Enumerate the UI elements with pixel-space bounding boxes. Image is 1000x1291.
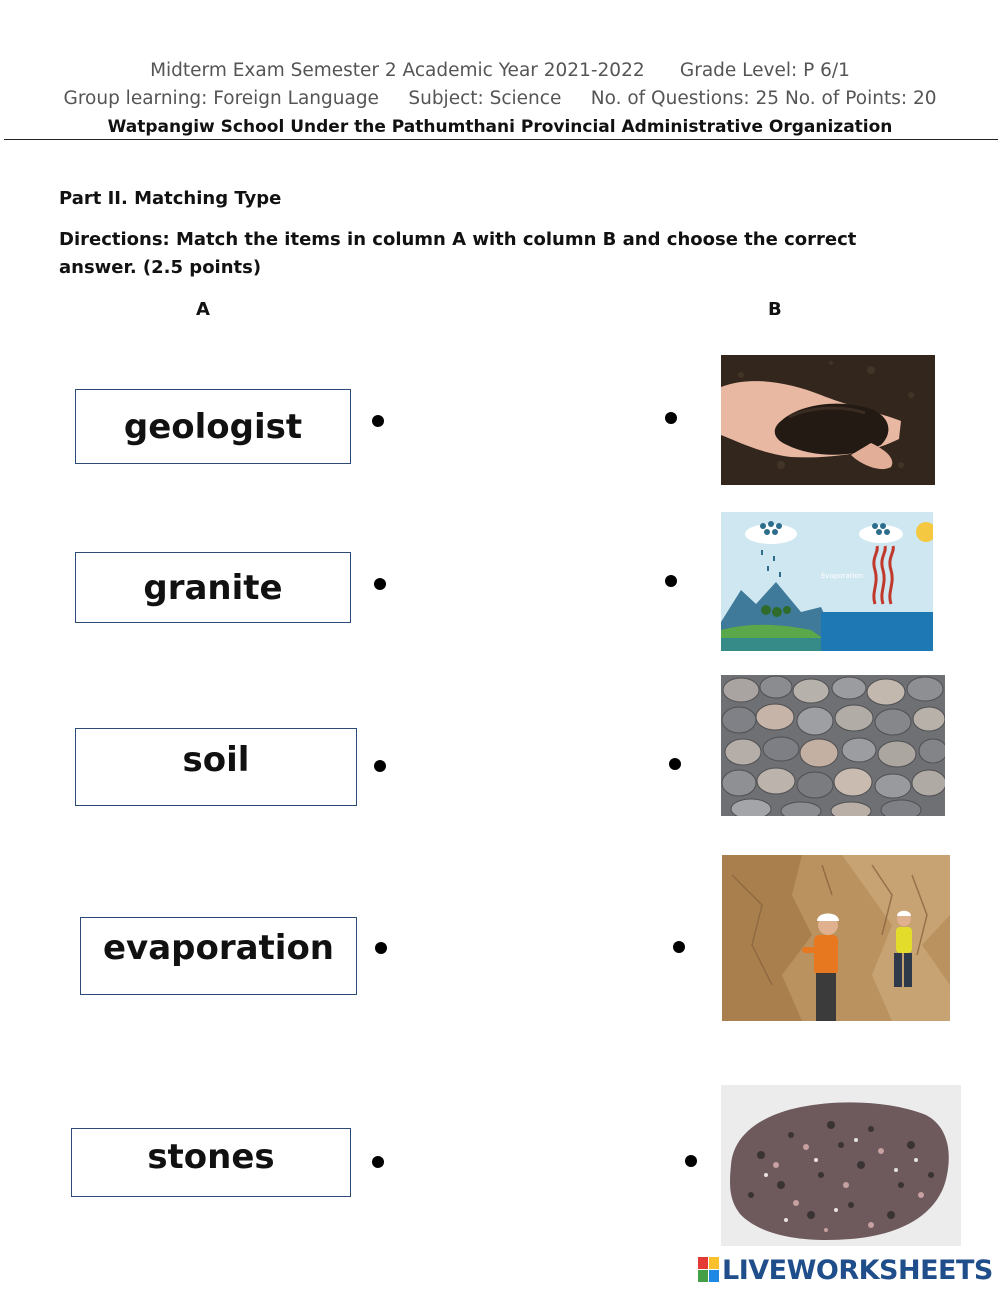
- match-dot-b-3[interactable]: [669, 758, 681, 770]
- word-box-evaporation: evaporation: [80, 917, 357, 995]
- part-title: Part II. Matching Type: [59, 188, 282, 209]
- word-box-granite: granite: [75, 552, 351, 623]
- school-name: Watpangiw School Under the Pathumthani Provincial Administrative Organization: [107, 117, 893, 137]
- directions-line-1: Directions: Match the items in column A with column B and choose the correct: [59, 229, 857, 250]
- word-box-soil: soil: [75, 728, 357, 806]
- soil-in-hands-image: [721, 355, 935, 485]
- exam-header-line-1: Midterm Exam Semester 2 Academic Year 2021-2022 Grade Level: P 6/1: [150, 60, 850, 81]
- match-dot-b-1[interactable]: [665, 412, 677, 424]
- directions-line-2: answer. (2.5 points): [59, 257, 262, 278]
- brand-cube-icon: [698, 1257, 720, 1283]
- match-dot-b-4[interactable]: [673, 941, 685, 953]
- liveworksheets-logo: [698, 1255, 993, 1285]
- pebbles-stones-image: [721, 675, 945, 816]
- match-dot-a-2[interactable]: [374, 578, 386, 590]
- column-b-heading: B: [768, 299, 782, 320]
- match-dot-b-2[interactable]: [665, 575, 677, 587]
- column-a-heading: A: [196, 299, 210, 320]
- word-box-geologist: geologist: [75, 389, 351, 464]
- match-dot-b-5[interactable]: [685, 1155, 697, 1167]
- granite-rock-image: [721, 1085, 961, 1246]
- match-dot-a-3[interactable]: [374, 760, 386, 772]
- brand-name: LIVEWORKSHEETS: [722, 1254, 993, 1286]
- header-divider: [4, 139, 998, 140]
- water-cycle-evaporation-image: [721, 512, 933, 651]
- geologists-at-rock-face-image: [722, 855, 950, 1021]
- match-dot-a-1[interactable]: [372, 415, 384, 427]
- match-dot-a-4[interactable]: [375, 942, 387, 954]
- match-dot-a-5[interactable]: [372, 1156, 384, 1168]
- word-box-stones: stones: [71, 1128, 351, 1197]
- evaporation-label: Evaporation: [821, 572, 864, 580]
- exam-header-line-2: Group learning: Foreign Language Subject: Science No. of Questions: 25 No. of Points: 20: [63, 88, 937, 109]
